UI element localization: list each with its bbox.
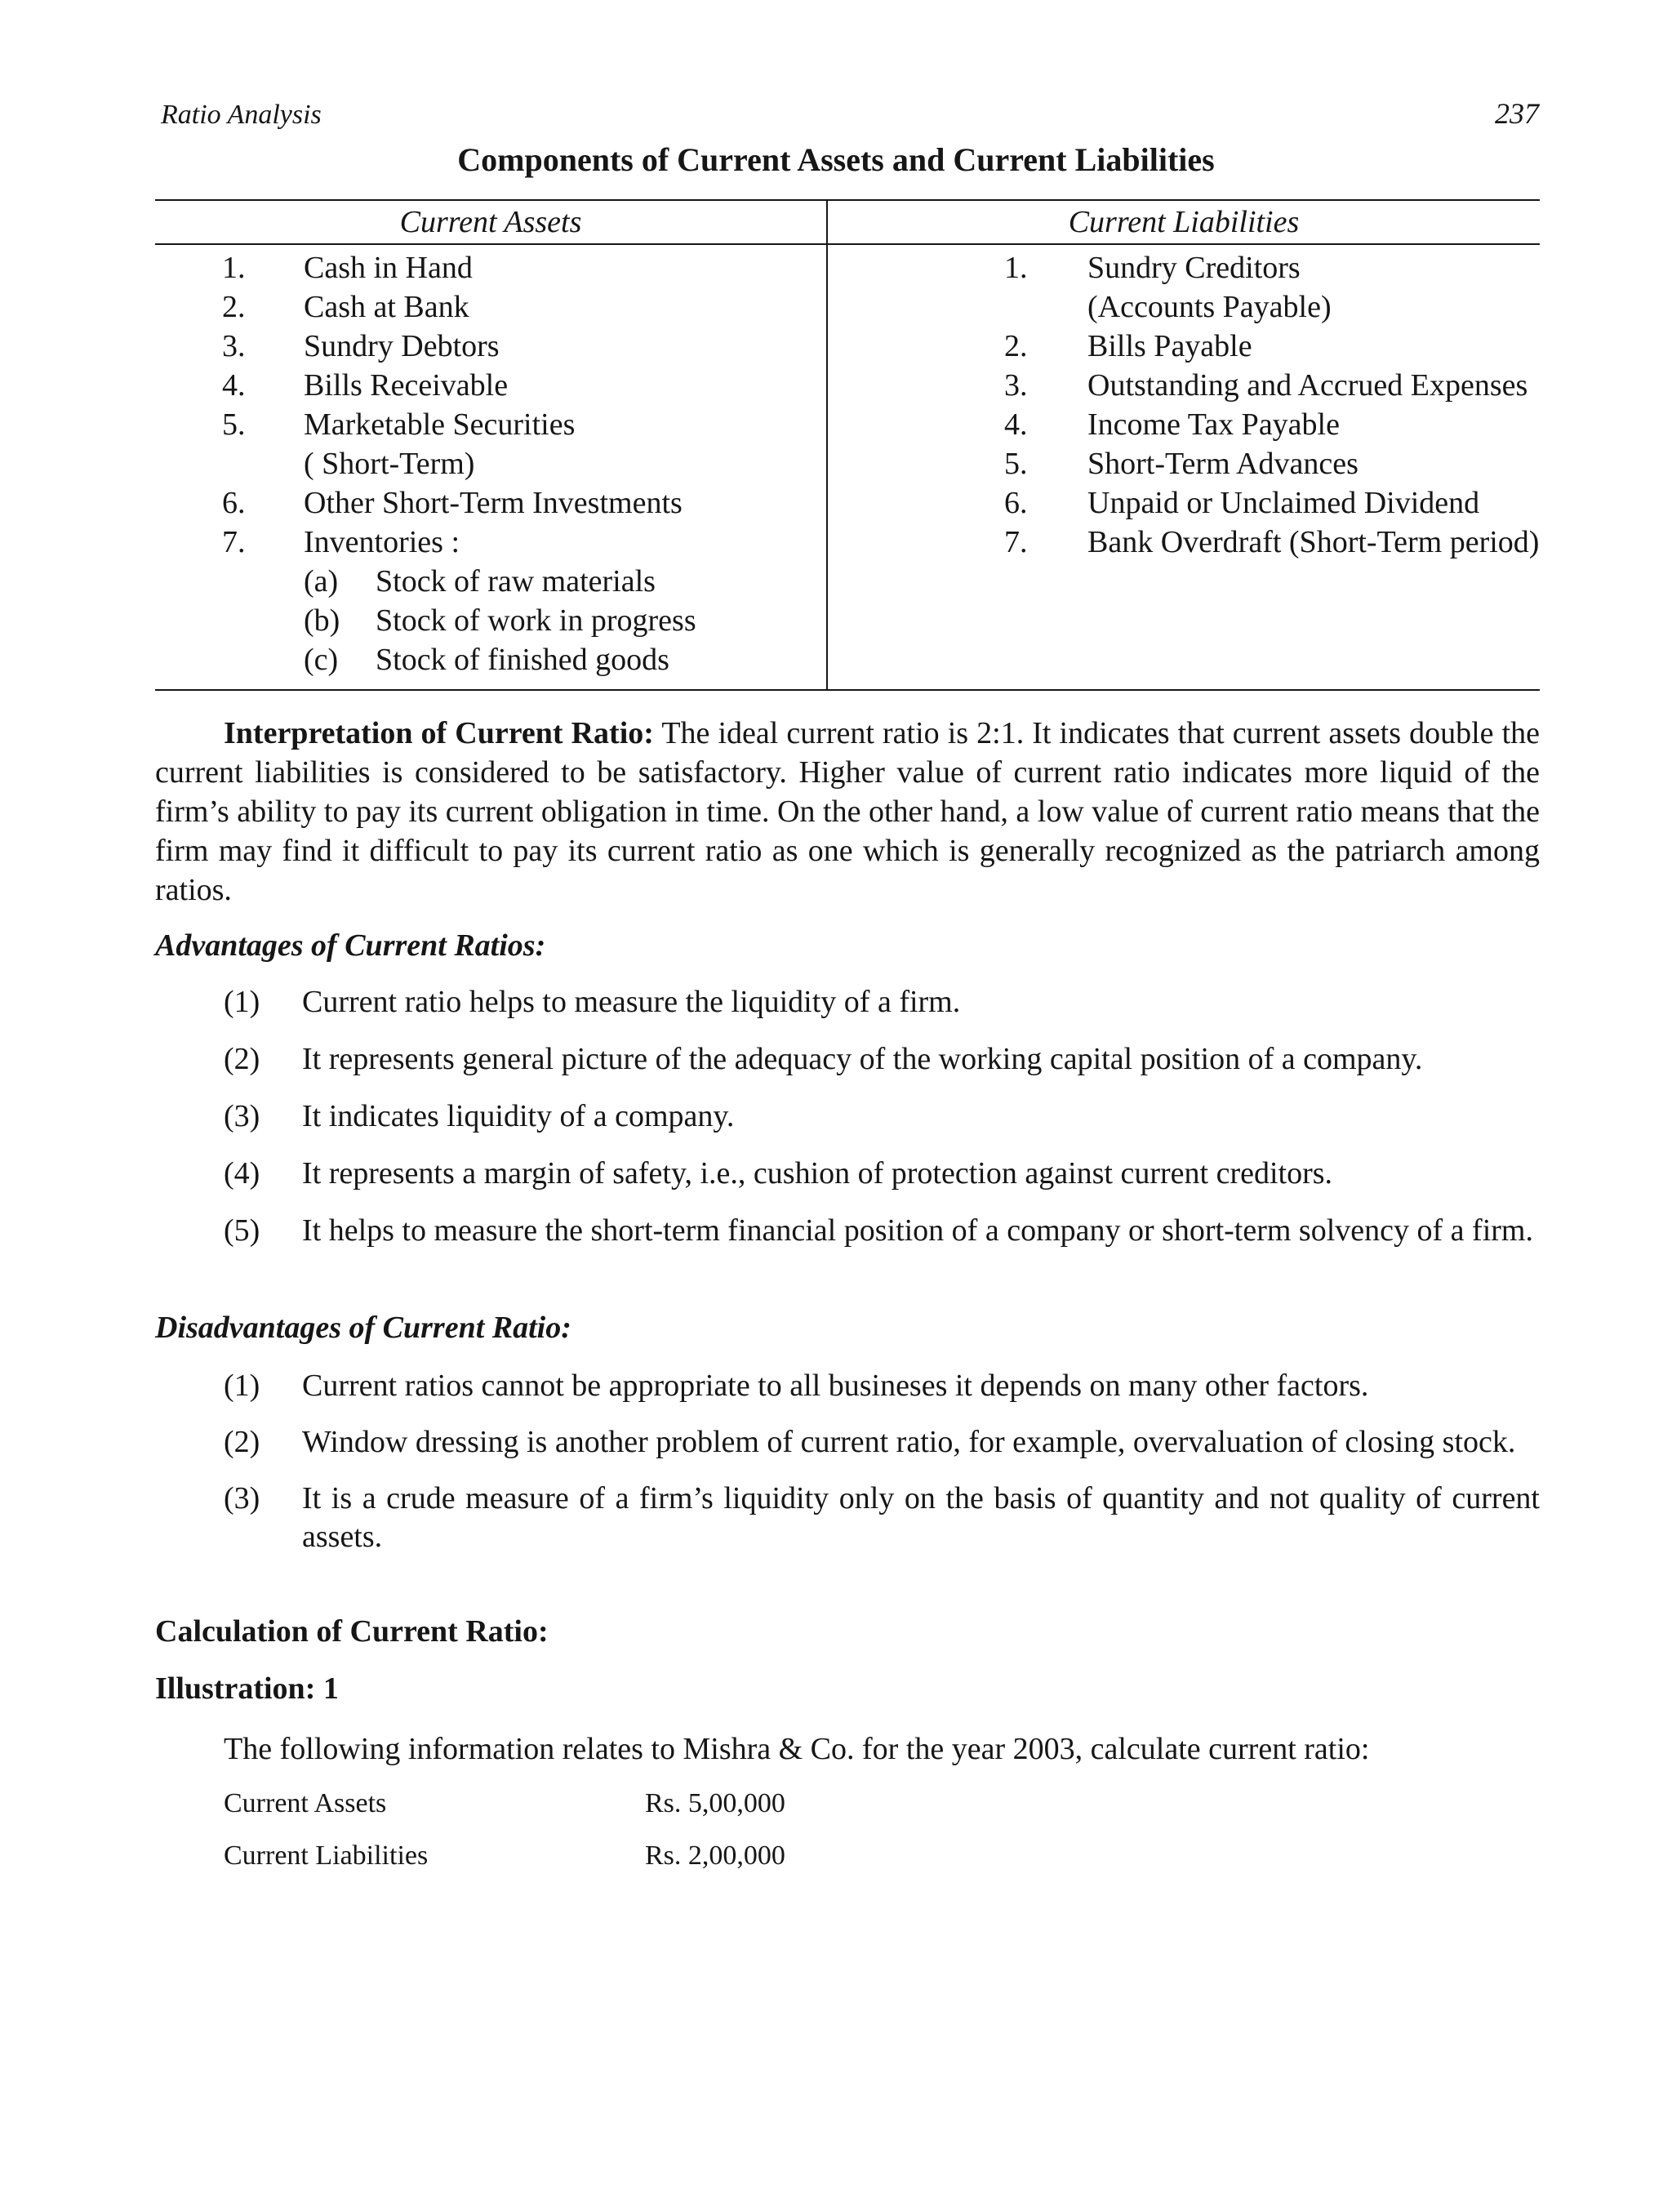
asset-row: 2. Cash at Bank <box>222 290 469 324</box>
current-assets-list <box>155 248 825 679</box>
disadvantages-list <box>155 1367 1540 1556</box>
page-number: 237 <box>1495 97 1539 130</box>
asset-row: 6. Other Short-Term Investments <box>222 486 683 520</box>
current-liabilities-list <box>828 248 1538 562</box>
list-item: (1) Current ratio helps to measure the liquidity of a firm. <box>224 985 961 1019</box>
disadvantages-heading: Disadvantages of Current Ratio: <box>155 1311 571 1345</box>
asset-row: ( Short-Term) <box>304 447 475 481</box>
list-item: (3) It is a crude measure of a firm’s liquidity only on the basis of quantity and not quality of current assets. <box>224 1481 1540 1554</box>
interpretation-lead: Interpretation of Current Ratio: <box>224 716 654 750</box>
interpretation-paragraph <box>155 714 1540 910</box>
liability-row: 1. Sundry Creditors <box>1004 251 1301 285</box>
asset-row: 7. Inventories : <box>222 525 460 559</box>
interpretation-text: The ideal current ratio is 2:1. It indicates that current assets double the current liabilities is considered to be satisfactory. Higher value of current ratio indicates more liquid of the firm’s ability to pay its current obligation in time. On the other hand, a low value of current ratio means that the firm may find it difficult to pay its current ratio as one which is generally recognized as the patriarch among ratios. <box>155 716 1540 907</box>
asset-row: 5. Marketable Securities <box>222 407 576 442</box>
asset-row: 4. Bills Receivable <box>222 368 509 403</box>
asset-subrow: (b) Stock of work in progress <box>304 603 696 638</box>
advantages-list <box>155 983 1540 1250</box>
liability-row: 3. Outstanding and Accrued Expenses <box>1004 368 1528 403</box>
asset-subrow: (a) Stock of raw materials <box>304 564 656 599</box>
header-rule <box>155 243 1540 245</box>
page: Ratio Analysis 237 Components of Current Assets and Current Liabilities Current Assets Current Liabilities 1. Cash in Hand 2. Cash at Bank 3. Sundry Debtors 4. Bills Receivable 5. Marketable Securities ( Short-Term) 6. Other Short-Term Investments 7. Inventories : (a) Stock of raw materials (b) Stock of work in progress (c) Stock of finished goods 1. Sundry Creditors (Accounts Payable) 2. Bills Payable 3. Outstanding and Accrued Expenses 4. Income Tax Payable 5. Short-Term Advances 6. Unpaid or Unclaimed Dividend 7. Bank Overdraft (Short-Term period) Interpretation of Current Ratio: The ideal current ratio is 2:1. It indicates that current assets double the current liabilities is considered to be satisfactory. Higher value of current ratio indicates more liquid of the firm’s ability to pay its current obligation in time. On the other hand, a low value of current ratio means that the firm may find it difficult to pay its current ratio as one which is generally recognized as the patriarch among ratios. Advantages of Current Ratios: (1) Current ratio helps to measure the liquidity of a firm. (2) It represents general picture of the adequacy of the working capital position of a company. (3) It indicates liquidity of a company. (4) It represents a margin of safety, i.e., cushion of protection against current creditors. (5) It helps to measure the short-term financial position of a company or short-term solvency of a firm. Disadvantages of Current Ratio: (1) Current ratios cannot be appropriate to all busineses it depends on many other factors. (2) Window dressing is another problem of current ratio, for example, overvaluation of closing stock. (3) It is a crude measure of a firm’s liquidity only on the basis of quantity and not quality of current assets. Calculation of Current Ratio: Illustration: 1 The following information relates to Mishra & Co. for the year 2003, calculate current ratio: Current Assets Rs. 5,00,000 Current Liabilities Rs. 2,00,000 <box>0 0 1672 2212</box>
components-table <box>155 199 1540 691</box>
liability-row: (Accounts Payable) <box>1087 290 1332 324</box>
section-title: Ratio Analysis <box>161 100 322 130</box>
liability-row: 5. Short-Term Advances <box>1004 447 1358 481</box>
liability-row: 7. Bank Overdraft (Short-Term period) <box>1004 525 1540 559</box>
table-title: Components of Current Assets and Current Liabilities <box>457 141 1215 178</box>
running-head <box>161 96 1539 131</box>
illustration-text: The following information relates to Mishra & Co. for the year 2003, calculate current ratio: <box>224 1732 1370 1766</box>
list-item: (3) It indicates liquidity of a company. <box>224 1099 735 1133</box>
list-item: (2) Window dressing is another problem of current ratio, for example, overvaluation of closing stock. <box>224 1425 1516 1459</box>
list-item: (2) It represents general picture of the adequacy of the working capital position of a company. <box>224 1042 1423 1076</box>
liability-row: 2. Bills Payable <box>1004 329 1252 363</box>
illustration-heading: Illustration: 1 <box>155 1671 339 1706</box>
advantages-heading: Advantages of Current Ratios: <box>155 928 546 963</box>
asset-subrow: (c) Stock of finished goods <box>304 643 669 677</box>
asset-row: 1. Cash in Hand <box>222 251 473 285</box>
calculation-heading: Calculation of Current Ratio: <box>155 1614 549 1649</box>
asset-row: 3. Sundry Debtors <box>222 329 500 363</box>
current-assets-heading: Current Assets <box>399 205 582 239</box>
liability-row: 4. Income Tax Payable <box>1004 407 1340 442</box>
list-item: (1) Current ratios cannot be appropriate to all busineses it depends on many other factors. <box>224 1369 1369 1403</box>
current-liabilities-heading: Current Liabilities <box>1068 205 1300 239</box>
list-item: (5) It helps to measure the short-term financial position of a company or short-term solvency of a firm. <box>224 1213 1533 1248</box>
list-item: (4) It represents a margin of safety, i.e., cushion of protection against current creditors. <box>224 1156 1333 1191</box>
liability-row: 6. Unpaid or Unclaimed Dividend <box>1004 486 1480 520</box>
